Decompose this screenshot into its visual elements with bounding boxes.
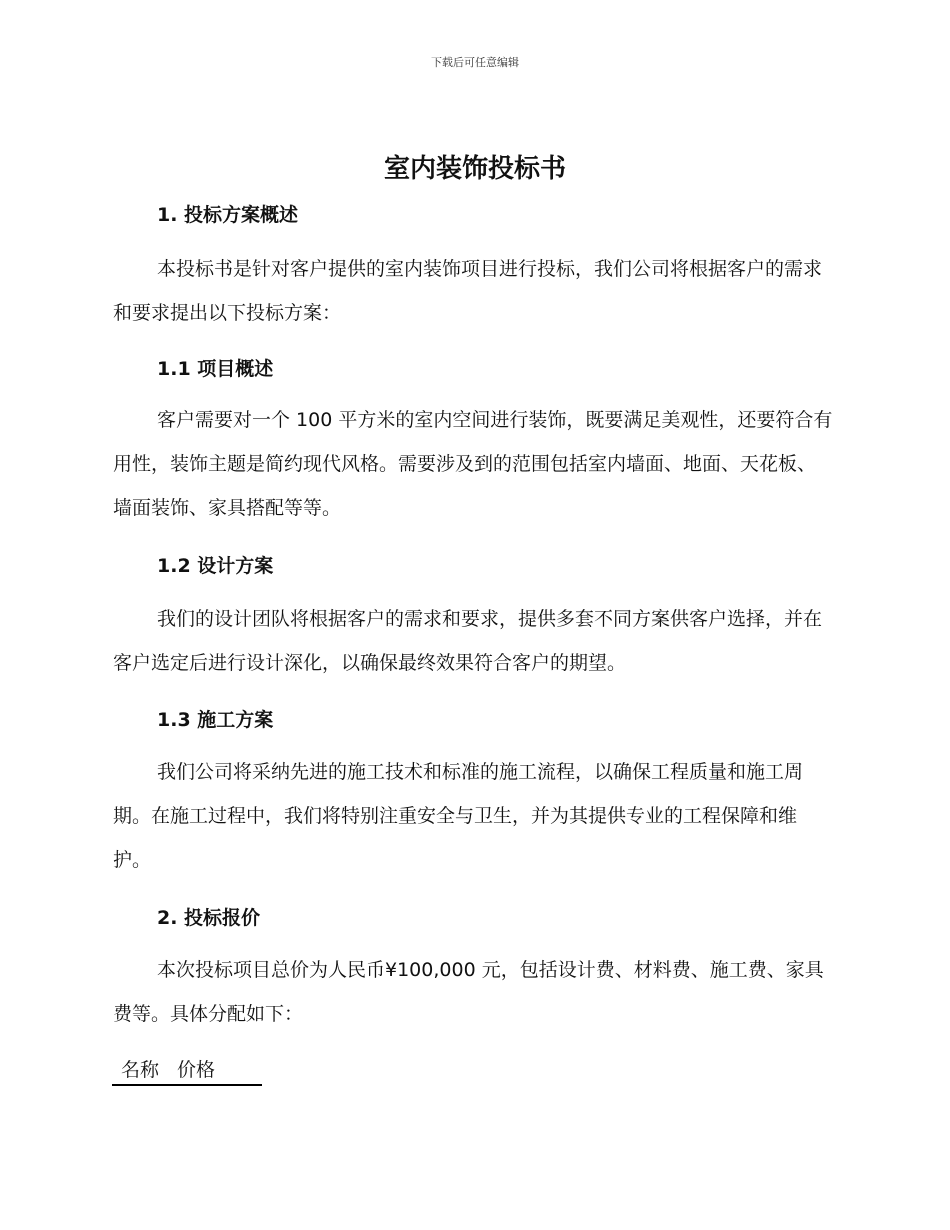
section-heading-overview: 1. 投标方案概述	[157, 204, 299, 226]
section-heading-project: 1.1 项目概述	[157, 358, 274, 380]
section-heading-quote: 2. 投标报价	[157, 907, 261, 929]
section-paragraph-construction: 我们公司将采纳先进的施工技术和标准的施工流程，以确保工程质量和施工周期。在施工过程中，我们将特别注重安全与卫生，并为其提供专业的工程保障和维护。	[113, 761, 804, 871]
table-header-price: 价格	[177, 1059, 216, 1081]
section-paragraph-overview: 本投标书是针对客户提供的室内装饰项目进行投标，我们公司将根据客户的需求和要求提出以下投标方案：	[113, 258, 823, 324]
section-paragraph-project: 客户需要对一个 100 平方米的室内空间进行装饰，既要满足美观性，还要符合有用性，装饰主题是简约现代风格。需要涉及到的范围包括室内墙面、地面、天花板、墙面装饰、家具搭配等等。	[113, 409, 833, 519]
document-title: 室内装饰投标书	[383, 154, 566, 184]
section-paragraph-quote: 本次投标项目总价为人民币¥100,000 元，包括设计费、材料费、施工费、家具费等。具体分配如下：	[113, 959, 824, 1025]
section-heading-design: 1.2 设计方案	[157, 555, 274, 577]
price-table-header	[112, 1055, 262, 1086]
section-heading-construction: 1.3 施工方案	[157, 709, 274, 731]
section-paragraph-design: 我们的设计团队将根据客户的需求和要求，提供多套不同方案供客户选择，并在客户选定后进行设计深化，以确保最终效果符合客户的期望。	[113, 608, 823, 674]
page-header-note: 下载后可任意编辑	[431, 56, 519, 69]
table-header-name: 名称	[121, 1059, 160, 1081]
